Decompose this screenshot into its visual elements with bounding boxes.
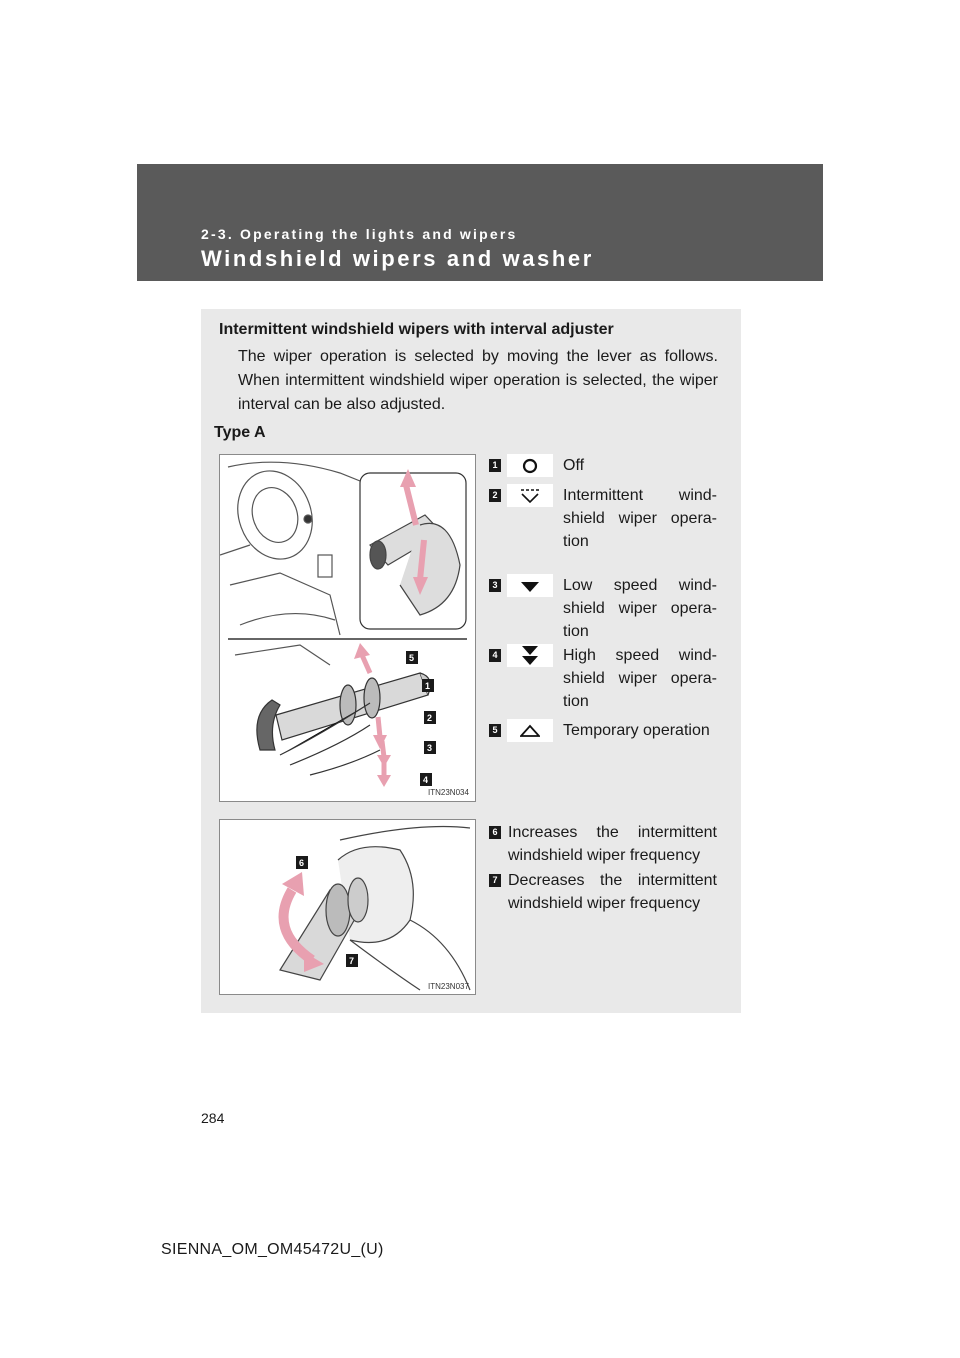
callout-4 (420, 773, 432, 786)
list-item (489, 644, 717, 719)
svg-text:2: 2 (427, 713, 433, 723)
callout-3 (424, 741, 436, 754)
position-label: Temporary operation (563, 722, 710, 739)
content-panel (201, 309, 741, 1013)
page-title: Windshield wipers and washer (201, 246, 594, 271)
position-label: Off (563, 457, 585, 474)
svg-text:6: 6 (299, 858, 305, 868)
interval-adjuster-illustration (219, 819, 476, 995)
number-badge: 2 (489, 489, 501, 502)
list-item (489, 821, 717, 869)
callout-5 (406, 651, 418, 664)
interval-adjust-list (489, 821, 717, 917)
svg-text:4: 4 (423, 775, 429, 785)
callout-6 (296, 856, 308, 869)
callout-2 (424, 711, 436, 724)
callout-1 (422, 679, 434, 692)
number-badge: 3 (489, 579, 501, 592)
position-label: High speed wind-shield wiper opera-tion (563, 647, 717, 710)
svg-text:7: 7 (349, 956, 355, 966)
list-item (489, 869, 717, 917)
number-badge: 6 (489, 826, 501, 839)
adjust-label: Decreases the intermittent windshield wiper frequency (508, 872, 717, 912)
list-item (489, 719, 717, 749)
adjust-label: Increases the intermittent windshield wiper frequency (508, 824, 717, 864)
page-number: 284 (201, 1110, 225, 1126)
svg-text:5: 5 (409, 653, 415, 663)
svg-text:3: 3 (427, 743, 433, 753)
number-badge: 7 (489, 874, 501, 887)
intermittent-wiper-icon (507, 484, 553, 507)
type-label: Type A (214, 424, 266, 441)
figure-code: ITN23N034 (428, 788, 469, 797)
interval-adjuster-drawing (220, 820, 475, 994)
position-label: Intermittent wind-shield wiper opera-tion (563, 487, 717, 550)
wiper-lever-drawing (220, 455, 475, 801)
high-speed-double-arrow-icon (507, 644, 553, 667)
number-badge: 5 (489, 724, 501, 737)
list-item (489, 484, 717, 574)
low-speed-arrow-icon (507, 574, 553, 597)
off-circle-icon (507, 454, 553, 477)
number-badge: 1 (489, 459, 501, 472)
section-label: 2-3. Operating the lights and wipers (201, 226, 518, 242)
callout-7 (346, 954, 358, 967)
page-header (137, 164, 823, 281)
temporary-up-chevron-icon (507, 719, 553, 742)
position-label: Low speed wind-shield wiper opera-tion (563, 577, 717, 640)
figure-code: ITN23N037 (428, 982, 469, 991)
wiper-position-list (489, 454, 717, 749)
document-code: SIENNA_OM_OM45472U_(U) (161, 1241, 384, 1258)
number-badge: 4 (489, 649, 501, 662)
wiper-lever-illustration (219, 454, 476, 802)
list-item (489, 574, 717, 644)
list-item (489, 454, 717, 484)
subheading: Intermittent windshield wipers with interval adjuster (219, 321, 614, 338)
intro-paragraph: The wiper operation is selected by moving the lever as follows. When intermittent windshield wiper operation is selected, the wiper interval can be also adjusted. (238, 348, 718, 413)
svg-text:1: 1 (425, 681, 431, 691)
